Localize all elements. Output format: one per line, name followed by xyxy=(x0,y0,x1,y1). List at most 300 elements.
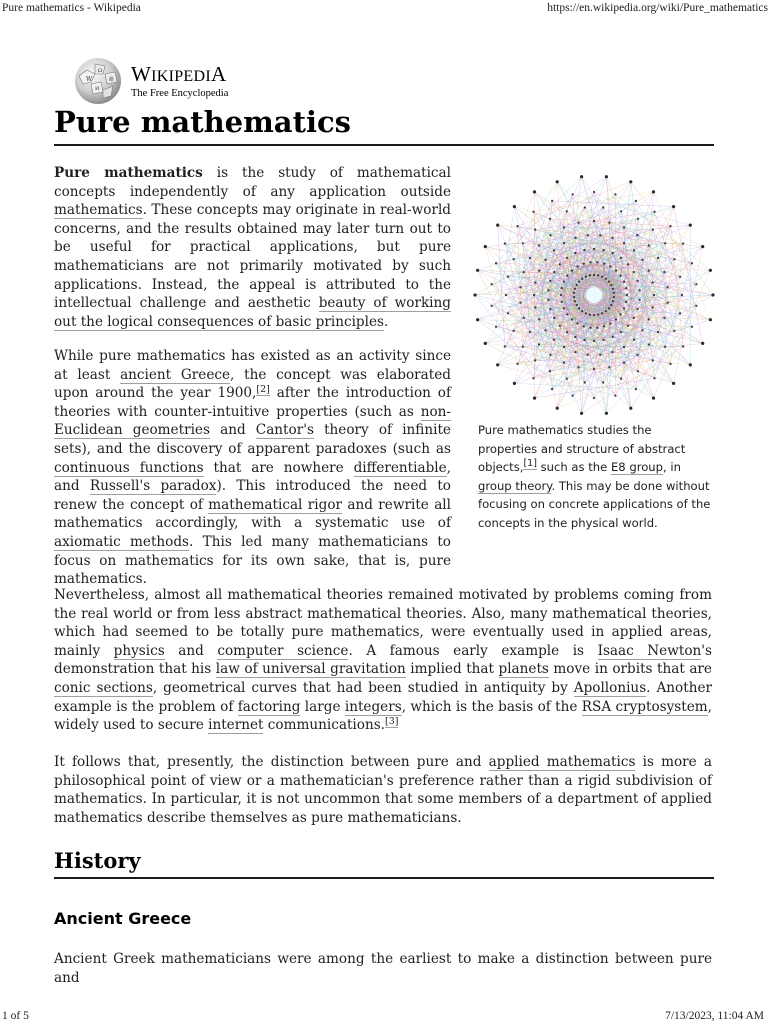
wordmark-w: W xyxy=(131,62,152,86)
e8-vertex xyxy=(635,200,637,202)
e8-vertex xyxy=(576,323,578,325)
e8-vertex xyxy=(572,193,574,195)
e8-vertex xyxy=(513,258,515,260)
e8-vertex xyxy=(627,325,629,327)
e8-vertex xyxy=(566,313,568,315)
e8-vertex xyxy=(561,287,563,289)
e8-vertex xyxy=(639,289,641,291)
e8-vertex xyxy=(563,281,565,283)
e8-vertex xyxy=(679,276,681,278)
e8-vertex xyxy=(664,346,666,348)
link-internet[interactable]: internet xyxy=(208,717,264,734)
e8-vertex xyxy=(532,211,534,213)
e8-vertex xyxy=(578,366,580,368)
e8-vertex xyxy=(663,271,665,273)
e8-vertex xyxy=(605,310,607,312)
e8-vertex xyxy=(667,286,669,288)
e8-vertex xyxy=(612,252,614,254)
text: implied that xyxy=(405,661,499,678)
e8-vertex xyxy=(587,234,589,236)
e8-vertex xyxy=(563,362,565,364)
e8-vertex xyxy=(601,312,603,314)
e8-vertex xyxy=(559,325,561,327)
e8-vertex xyxy=(633,249,635,251)
e8-vertex xyxy=(672,205,675,208)
e8-vertex xyxy=(648,318,650,320)
figure-caption xyxy=(478,421,714,533)
body-paragraph-5: Ancient Greek mathematicians were among the earliest to make a distinction between pure and xyxy=(54,951,712,986)
e8-vertex xyxy=(576,284,578,286)
e8-vertex xyxy=(611,351,613,353)
e8-vertex xyxy=(593,191,595,193)
e8-vertex xyxy=(573,292,575,294)
text: . xyxy=(384,313,389,330)
wordmark-middle: IKIPEDI xyxy=(151,68,211,85)
e8-vertex xyxy=(641,329,643,331)
e8-vertex xyxy=(597,314,599,316)
e8-vertex xyxy=(578,222,580,224)
e8-vertex xyxy=(580,412,583,415)
wordmark-a: A xyxy=(211,62,227,86)
e8-vertex xyxy=(679,312,681,314)
e8-vertex xyxy=(549,280,551,282)
e8-vertex xyxy=(549,308,551,310)
e8-vertex xyxy=(529,331,531,333)
e8-vertex xyxy=(652,281,654,283)
e8-vertex xyxy=(596,327,598,329)
e8-vertex xyxy=(584,381,586,383)
e8-vertex xyxy=(626,294,628,296)
e8-vertex xyxy=(599,234,601,236)
e8-vertex xyxy=(636,354,638,356)
page-title: Pure mathematics xyxy=(54,100,714,146)
e8-vertex xyxy=(691,326,693,328)
e8-vertex xyxy=(574,288,576,290)
e8-vertex xyxy=(496,363,499,366)
e8-vertex xyxy=(689,224,692,227)
e8-vertex xyxy=(566,210,568,212)
e8-center xyxy=(586,287,602,303)
e8-vertex xyxy=(574,252,576,254)
e8-vertex xyxy=(593,397,595,399)
e8-vertex xyxy=(547,289,549,291)
e8-vertex xyxy=(652,359,654,361)
e8-vertex xyxy=(605,175,608,178)
link-isaac-newton[interactable]: Isaac Newton xyxy=(597,642,702,659)
text: that are nowhere xyxy=(203,459,354,476)
e8-vertex xyxy=(637,370,639,372)
link-beauty[interactable]: beauty of working out the logical consequences of basic principles xyxy=(54,295,451,330)
e8-vertex xyxy=(496,224,499,227)
e8-vertex xyxy=(563,346,565,348)
e8-vertex xyxy=(574,237,576,239)
e8-vertex xyxy=(519,286,521,288)
link-applied-mathematics[interactable]: applied mathematics xyxy=(488,754,636,770)
e8-vertex xyxy=(657,257,659,259)
e8-vertex xyxy=(484,245,487,248)
e8-vertex xyxy=(614,395,616,397)
e8-vertex xyxy=(534,229,536,231)
e8-vertex xyxy=(523,271,525,273)
e8-vertex xyxy=(620,331,622,333)
text: While pure mathematics has existed as an activity since at least xyxy=(54,348,451,383)
e8-vertex xyxy=(602,381,604,383)
text: move in orbits that are xyxy=(548,661,712,678)
e8-vertex xyxy=(669,225,671,227)
e8-vertex xyxy=(473,293,476,296)
e8-vertex xyxy=(608,366,610,368)
e8-vertex xyxy=(590,261,592,263)
e8-vertex xyxy=(519,302,521,304)
text: . This may be done without focusing on concrete applications of the concepts in the physical world. xyxy=(478,478,711,530)
e8-vertex xyxy=(551,200,553,202)
e8-vertex xyxy=(559,263,561,265)
e8-vertex xyxy=(623,281,625,283)
e8-vertex xyxy=(614,193,616,195)
e8-vertex xyxy=(648,343,650,345)
e8-vertex xyxy=(566,257,568,259)
print-header-url: https://en.wikipedia.org/wiki/Pure_mathematics xyxy=(547,2,768,14)
e8-vertex xyxy=(709,318,712,321)
e8-vertex xyxy=(495,326,497,328)
e8-vertex xyxy=(563,307,565,309)
body-paragraph-4 xyxy=(54,753,712,827)
e8-vertex xyxy=(556,180,559,183)
e8-vertex xyxy=(623,346,625,348)
e8-vertex xyxy=(613,292,615,294)
e8-vertex xyxy=(596,261,598,263)
intro-paragraph-2 xyxy=(54,347,451,589)
e8-vertex xyxy=(572,395,574,397)
e8-vertex xyxy=(653,211,655,213)
text: and xyxy=(209,422,256,439)
e8-vertex xyxy=(523,317,525,319)
e8-vertex xyxy=(583,249,585,251)
e8-vertex xyxy=(689,363,692,366)
e8-vertex xyxy=(516,363,518,365)
e8-vertex xyxy=(576,265,578,267)
e8-vertex xyxy=(657,331,659,333)
link-physics[interactable]: physics xyxy=(113,642,165,659)
text: such as the xyxy=(536,460,611,475)
e8-vertex xyxy=(593,220,595,222)
e8-vertex xyxy=(633,271,635,273)
section-heading-history: History xyxy=(54,845,714,879)
link-conic-sections[interactable]: conic sections xyxy=(54,679,153,696)
link-mathematical-rigor[interactable]: mathematical rigor xyxy=(208,496,343,513)
link-mathematics[interactable]: mathematics xyxy=(54,202,143,219)
svg-text:維: 維 xyxy=(109,77,115,83)
body-paragraph-3 xyxy=(54,586,712,735)
e8-vertex xyxy=(491,305,493,307)
e8-vertex xyxy=(513,205,516,208)
e8-vertex xyxy=(544,259,546,261)
link-ancient-greece[interactable]: ancient Greece xyxy=(120,366,231,383)
e8-vertex xyxy=(549,370,551,372)
e8-vertex xyxy=(663,317,665,319)
wikipedia-tagline: The Free Encyclopedia xyxy=(131,88,229,99)
e8-vertex xyxy=(701,245,704,248)
e8-vertex xyxy=(633,339,635,341)
text: , in xyxy=(663,460,681,475)
wikipedia-wordmark xyxy=(131,62,226,87)
e8-vertex xyxy=(593,368,595,370)
e8-vertex xyxy=(620,210,622,212)
print-header xyxy=(0,0,768,16)
e8-vertex xyxy=(652,397,655,400)
link-rsa-cryptosystem[interactable]: RSA cryptosystem xyxy=(581,698,708,715)
text: Pure mathematics studies the properties and structure of abstract objects, xyxy=(478,423,686,475)
link-non-euclidean[interactable]: non-Euclidean geometries xyxy=(54,403,451,439)
e8-vertex xyxy=(561,301,563,303)
e8-vertex xyxy=(682,242,684,244)
e8-vertex xyxy=(585,312,587,314)
e8-vertex xyxy=(669,363,671,365)
e8-vertex xyxy=(553,317,555,319)
e8-vertex xyxy=(590,327,592,329)
text: It follows that, presently, the distinction between pure and xyxy=(54,754,489,770)
link-continuous-functions[interactable]: continuous functions xyxy=(54,459,204,476)
text: . A famous early example is xyxy=(348,642,598,659)
text: after the introduction of theories with counter-intuitive properties (such as xyxy=(54,385,451,420)
e8-vertex xyxy=(516,225,518,227)
e8-vertex xyxy=(623,307,625,309)
text: . These concepts may originate in real-world concerns, and the results obtained may later turn out to be useful for practical applications, but pure mathematicians are not primarily motivated by such applications. Instead, the appeal is attributed to the intellectual challenge and aesthetic xyxy=(54,202,451,312)
e8-vertex xyxy=(563,226,565,228)
print-footer-datetime: 7/13/2023, 11:04 AM xyxy=(665,1010,764,1022)
e8-vertex xyxy=(529,257,531,259)
e8-vertex xyxy=(615,318,617,320)
e8-figure[interactable] xyxy=(472,172,716,428)
e8-vertex xyxy=(574,300,576,302)
e8-vertex xyxy=(605,278,607,280)
e8-vertex xyxy=(566,275,568,277)
e8-vertex xyxy=(574,336,576,338)
e8-vertex xyxy=(585,276,587,278)
text: Nevertheless, almost all mathematical theories remained motivated by problems coming from the real world or from less abstract mathematical theories. Also, many mathematical theories, which had seemed to be totally pure mathematics, were eventually used in applied areas, mainly xyxy=(54,587,712,659)
svg-text:W: W xyxy=(86,76,93,83)
e8-vertex xyxy=(608,222,610,224)
link-axiomatic-methods[interactable]: axiomatic methods xyxy=(54,533,190,550)
e8-vertex xyxy=(593,340,595,342)
svg-text:Ω: Ω xyxy=(98,68,103,74)
e8-vertex xyxy=(507,276,509,278)
print-footer-page: 1 of 5 xyxy=(2,1010,29,1022)
link-e8-group[interactable]: E8 group xyxy=(610,460,664,475)
link-planets[interactable]: planets xyxy=(498,661,549,678)
intro-paragraph-1 xyxy=(54,164,451,331)
e8-vertex xyxy=(549,354,551,356)
e8-vertex xyxy=(504,345,506,347)
e8-vertex xyxy=(522,242,524,244)
e8-vertex xyxy=(648,270,650,272)
e8-vertex xyxy=(581,310,583,312)
e8-vertex xyxy=(609,323,611,325)
wikipedia-globe-icon xyxy=(73,56,123,106)
e8-vertex xyxy=(587,354,589,356)
e8-vertex xyxy=(532,377,534,379)
e8-vertex xyxy=(538,270,540,272)
link-integers[interactable]: integers xyxy=(344,698,402,715)
e8-vertex xyxy=(691,262,693,264)
text: and rewrite all mathematics accordingly, with a systematic use of xyxy=(54,496,451,532)
e8-vertex xyxy=(615,269,617,271)
e8-vertex xyxy=(695,305,697,307)
link-cantor[interactable]: Cantor's xyxy=(255,422,314,439)
e8-vertex xyxy=(603,339,605,341)
e8-vertex xyxy=(533,397,536,400)
e8-vertex xyxy=(613,296,615,298)
e8-vertex xyxy=(620,313,622,315)
e8-vertex xyxy=(593,248,595,250)
e8-vertex xyxy=(513,382,516,385)
e8-vertex xyxy=(682,345,684,347)
e8-vertex xyxy=(625,301,627,303)
e8-vertex xyxy=(534,281,536,283)
e8-vertex xyxy=(601,276,603,278)
e8-vertex xyxy=(513,330,515,332)
link-factoring[interactable]: factoring xyxy=(237,698,301,715)
e8-vertex xyxy=(673,330,675,332)
e8-vertex xyxy=(583,263,585,265)
reference-2[interactable]: [2] xyxy=(256,383,270,395)
e8-vertex xyxy=(495,262,497,264)
e8-vertex xyxy=(589,314,591,316)
link-differentiable[interactable]: differentiable xyxy=(353,459,447,476)
e8-vertex xyxy=(709,269,712,272)
e8-vertex xyxy=(623,362,625,364)
e8-vertex xyxy=(629,180,632,183)
e8-vertex xyxy=(578,281,580,283)
e8-vertex xyxy=(573,296,575,298)
text: ). This introduced the need to renew the concept of xyxy=(54,478,451,513)
e8-vertex xyxy=(695,283,697,285)
text: . This led many mathematicians to focus on mathematics for its own sake, that is, pure mathematics. xyxy=(54,533,451,588)
e8-vertex xyxy=(667,302,669,304)
e8-vertex xyxy=(491,283,493,285)
reference-1[interactable]: [1] xyxy=(523,458,537,470)
e8-vertex xyxy=(641,259,643,261)
e8-vertex xyxy=(560,294,562,296)
e8-vertex xyxy=(652,229,654,231)
text: . Another example is the problem of xyxy=(54,679,712,715)
e8-vertex xyxy=(620,378,622,380)
e8-vertex xyxy=(533,190,536,193)
e8-vertex xyxy=(574,351,576,353)
svg-text:И: И xyxy=(95,86,100,92)
e8-vertex xyxy=(637,280,639,282)
e8-vertex xyxy=(636,234,638,236)
e8-vertex xyxy=(538,318,540,320)
e8-vertex xyxy=(637,218,639,220)
e8-vertex xyxy=(605,412,608,415)
bold-term: Pure mathematics xyxy=(54,165,203,181)
e8-vertex xyxy=(637,308,639,310)
e8-vertex xyxy=(653,294,655,296)
e8-vertex xyxy=(504,242,506,244)
print-header-title: Pure mathematics - Wikipedia xyxy=(2,2,141,14)
e8-vertex xyxy=(522,346,524,348)
e8-vertex xyxy=(629,407,632,410)
link-group-theory[interactable]: group theory xyxy=(478,478,552,493)
e8-vertex xyxy=(625,287,627,289)
e8-vertex xyxy=(602,206,604,208)
e8-vertex xyxy=(538,244,540,246)
e8-vertex xyxy=(612,288,614,290)
e8-vertex xyxy=(603,249,605,251)
text: , widely used to secure xyxy=(54,698,712,734)
e8-vertex xyxy=(581,278,583,280)
e8-vertex xyxy=(476,269,479,272)
e8-vertex xyxy=(633,317,635,319)
e8-vertex xyxy=(639,299,641,301)
link-russells-paradox[interactable]: Russell's paradox xyxy=(89,478,217,495)
e8-vertex xyxy=(610,284,612,286)
e8-vertex xyxy=(620,275,622,277)
e8-vertex xyxy=(652,190,655,193)
e8-vertex xyxy=(612,300,614,302)
e8-vertex xyxy=(505,294,507,296)
e8-vertex xyxy=(681,294,683,296)
e8-vertex xyxy=(549,234,551,236)
e8-group-image xyxy=(472,172,716,422)
text: , and xyxy=(54,459,451,495)
text: theory of infinite sets), and the discovery of apparent paradoxes (such as xyxy=(54,422,451,457)
e8-vertex xyxy=(566,378,568,380)
e8-vertex xyxy=(623,226,625,228)
e8-vertex xyxy=(611,237,613,239)
e8-vertex xyxy=(547,299,549,301)
text: , the concept was elaborated upon around the year 1900, xyxy=(54,366,451,402)
e8-vertex xyxy=(610,304,612,306)
text: and xyxy=(164,642,218,659)
e8-vertex xyxy=(534,359,536,361)
text: large xyxy=(300,698,345,715)
link-computer-science[interactable]: computer science xyxy=(217,642,349,659)
link-apollonius[interactable]: Apollonius xyxy=(573,679,647,696)
e8-vertex xyxy=(648,244,650,246)
text: , geometrical curves that had been studied in antiquity by xyxy=(152,679,574,696)
e8-vertex xyxy=(551,388,553,390)
reference-3[interactable]: [3] xyxy=(385,715,399,727)
e8-vertex xyxy=(593,274,595,276)
link-law-of-gravitation[interactable]: law of universal gravitation xyxy=(215,661,406,678)
e8-vertex xyxy=(701,342,704,345)
e8-vertex xyxy=(533,294,535,296)
e8-vertex xyxy=(593,314,595,316)
e8-vertex xyxy=(549,218,551,220)
e8-vertex xyxy=(556,407,559,410)
e8-vertex xyxy=(571,269,573,271)
e8-vertex xyxy=(563,242,565,244)
e8-vertex xyxy=(583,339,585,341)
text: 's demonstration that his xyxy=(54,642,712,678)
e8-vertex xyxy=(609,265,611,267)
e8-vertex xyxy=(597,274,599,276)
print-footer xyxy=(0,1008,768,1024)
e8-vertex xyxy=(603,325,605,327)
e8-vertex xyxy=(652,306,654,308)
e8-vertex xyxy=(507,312,509,314)
e8-vertex xyxy=(711,293,714,296)
e8-vertex xyxy=(612,336,614,338)
e8-vertex xyxy=(476,318,479,321)
e8-vertex xyxy=(544,329,546,331)
e8-vertex xyxy=(608,307,610,309)
subsection-heading-ancient-greece: Ancient Greece xyxy=(54,909,192,928)
e8-vertex xyxy=(653,377,655,379)
e8-vertex xyxy=(583,325,585,327)
